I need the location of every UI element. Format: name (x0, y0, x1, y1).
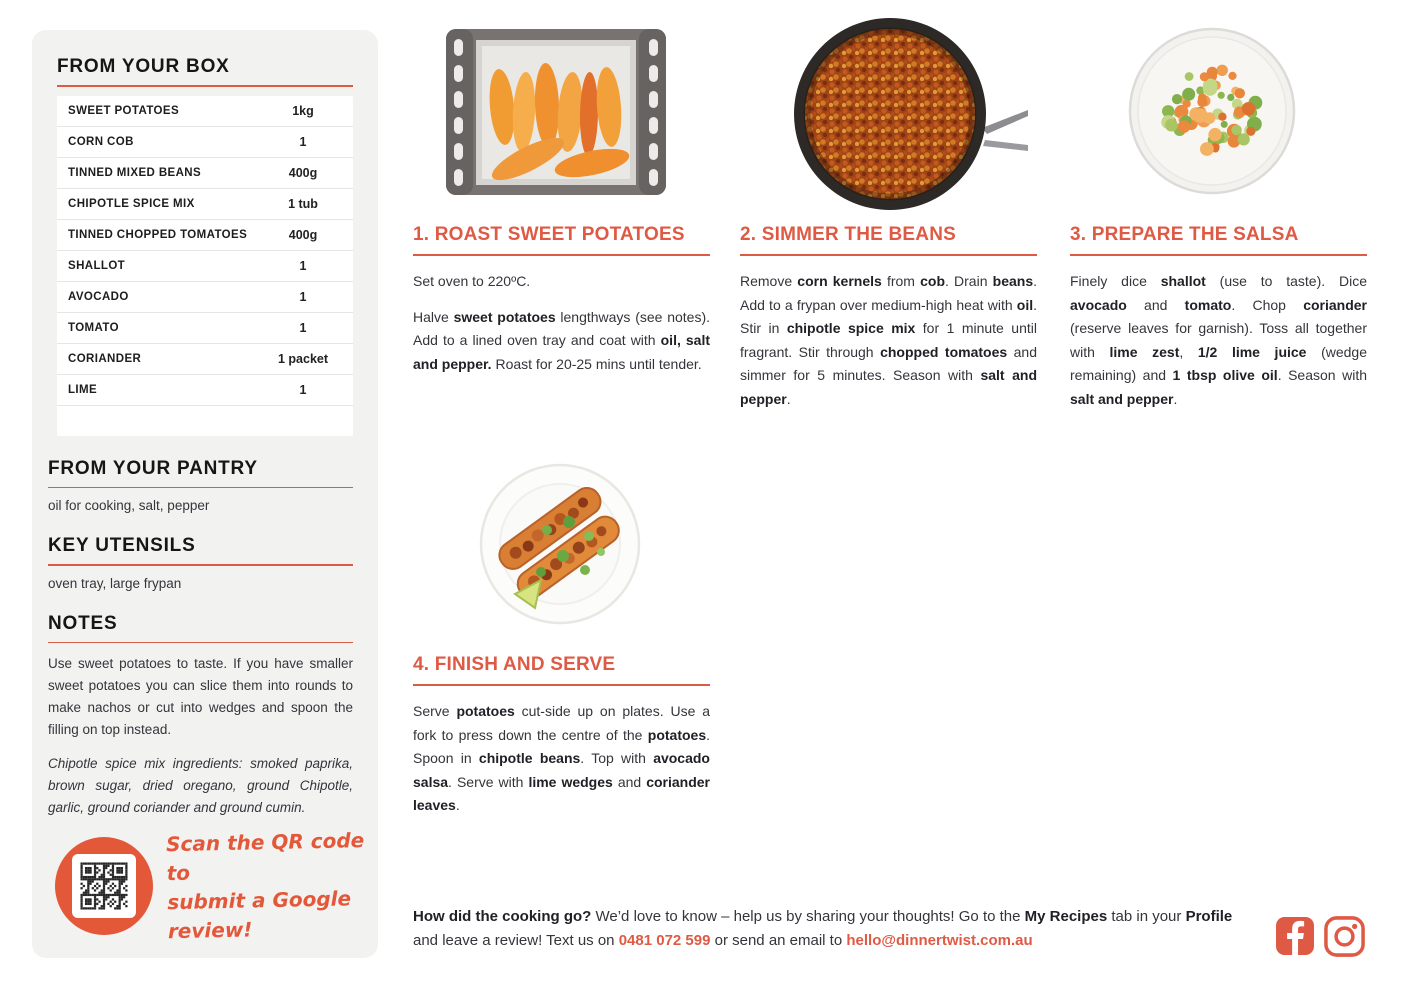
step2-photo-frypan (790, 16, 1028, 212)
text-segment: Roast for 20-25 mins until tender. (491, 355, 702, 372)
table-row (57, 220, 353, 251)
text-segment: (wedge remaining) and (1070, 343, 1367, 383)
footer-feedback-text (413, 905, 1261, 953)
from-your-box-title: FROM YOUR BOX (57, 56, 230, 77)
divider (740, 254, 1037, 256)
text-segment: How did the cooking go? (413, 908, 592, 925)
text-segment: coriander (1303, 296, 1368, 313)
step3-photo-salsa-bowl (1128, 26, 1296, 196)
step4-block (413, 654, 710, 818)
text-segment: and leave a review! Text us on (413, 932, 619, 949)
text-segment: (reserve leaves for garnish). Toss all together with (1070, 320, 1367, 360)
sidebar-card (32, 30, 378, 958)
text-segment: . Serve with (448, 773, 529, 790)
ingredient-quantity: 1 (299, 320, 307, 335)
ingredient-name: SHALLOT (68, 259, 126, 272)
ingredient-quantity: 1kg (292, 103, 314, 118)
text-segment: lime wedges (528, 773, 613, 790)
table-row (57, 344, 353, 375)
step4-title: 4. FINISH AND SERVE (413, 654, 616, 675)
text-segment: . (1173, 390, 1178, 407)
ingredient-name: CORN COB (68, 135, 134, 148)
text-segment: chipotle spice mix (786, 320, 916, 336)
divider (57, 85, 353, 87)
text-segment: . Spoon in (413, 726, 710, 766)
text-segment: oil (1016, 296, 1034, 313)
text-segment: Finely dice (1070, 273, 1161, 289)
qr-code-icon (72, 854, 136, 918)
table-row (57, 251, 353, 282)
ingredient-name: TINNED MIXED BEANS (68, 166, 202, 179)
text-segment: . (786, 390, 791, 407)
text-segment: Set oven to 220ºC. (413, 273, 531, 289)
step1-paragraph (413, 270, 710, 294)
text-segment: and (1126, 296, 1185, 313)
table-row (57, 282, 353, 313)
ingredient-quantity: 1 (299, 134, 307, 149)
text-segment: We’d love to know – help us by sharing your thoughts! Go to the (591, 908, 1025, 925)
text-segment: chipotle beans (478, 750, 581, 766)
text-segment: Serve (413, 703, 457, 719)
text-segment: My Recipes (1024, 908, 1108, 925)
step4-paragraph (413, 700, 710, 818)
text-segment: shallot (1160, 273, 1206, 289)
ingredient-quantity: 400g (288, 227, 318, 242)
text-segment: Remove (740, 273, 798, 289)
text-segment: . Stir in (740, 296, 1037, 336)
text-segment: lengthways (see notes). Add to a lined oven tray and coat with (413, 308, 711, 348)
utensils-title: KEY UTENSILS (48, 535, 196, 556)
pantry-section (48, 458, 353, 514)
step4-photo-plated-dish (477, 452, 643, 632)
text-segment: cut-side up on plates. Use a fork to press down the centre of the (413, 703, 711, 743)
text-segment: and (612, 773, 647, 790)
text-segment: tab in your (1107, 908, 1186, 925)
text-segment: , (1179, 343, 1198, 360)
text-segment: coriander leaves (413, 773, 710, 813)
ingredient-quantity: 1 tub (288, 196, 318, 211)
notes-section (48, 613, 353, 820)
ingredient-name: TOMATO (68, 321, 119, 334)
table-row (57, 189, 353, 220)
text-segment: . (455, 797, 460, 813)
step2-title: 2. SIMMER THE BEANS (740, 224, 956, 245)
step1-paragraph (413, 306, 710, 377)
ingredient-quantity: 400g (288, 165, 318, 180)
text-segment: sweet potatoes (453, 308, 556, 325)
text-segment: potatoes (647, 726, 707, 743)
utensils-section (48, 535, 353, 591)
utensils-text: oven tray, large frypan (48, 575, 182, 591)
ingredient-quantity: 1 (299, 258, 307, 273)
text-segment: from (881, 273, 921, 289)
box-items-table (57, 96, 353, 436)
ingredient-name: SWEET POTATOES (68, 104, 180, 117)
text-segment: oil, salt and pepper. (413, 332, 710, 372)
text-segment: for 1 minute until fragrant. Stir through (740, 320, 1037, 360)
instagram-icon[interactable] (1323, 915, 1366, 958)
text-segment: Profile (1185, 908, 1233, 925)
divider (413, 684, 710, 686)
ingredient-name: CORIANDER (68, 352, 142, 365)
text-segment: chopped tomatoes (880, 343, 1008, 360)
text-segment: avocado (1070, 296, 1127, 313)
table-row (57, 158, 353, 189)
step1-photo-oven-tray (440, 27, 672, 197)
text-segment: Halve (413, 308, 454, 325)
ingredient-quantity: 1 (299, 289, 307, 304)
text-segment: 0481 072 599 (618, 932, 711, 949)
text-segment: . Add to a frypan over medium-high heat with (740, 273, 1037, 313)
table-row (57, 127, 353, 158)
text-segment: potatoes (456, 703, 515, 719)
text-segment: beans (992, 273, 1034, 289)
divider (48, 564, 353, 566)
table-row (57, 375, 353, 406)
divider (48, 487, 353, 489)
table-row (57, 313, 353, 344)
step2-block (740, 224, 1037, 411)
text-segment: . Drain (945, 273, 993, 289)
text-segment: . Season with (1277, 367, 1367, 383)
facebook-icon[interactable] (1276, 917, 1314, 955)
review-caption: Scan the QR code to submit a Google review! (165, 828, 365, 944)
table-row (57, 96, 353, 127)
text-segment: 1 tbsp olive oil (1172, 367, 1278, 383)
step1-block (413, 224, 710, 376)
ingredient-name: TINNED CHOPPED TOMATOES (68, 228, 248, 241)
step3-block (1070, 224, 1367, 411)
ingredient-name: CHIPOTLE SPICE MIX (68, 197, 195, 210)
notes-title: NOTES (48, 612, 118, 634)
ingredient-name: LIME (68, 383, 98, 396)
text-segment: 1/2 lime juice (1197, 343, 1307, 360)
notes-spice-ingredients: Chipotle spice mix ingredients: smoked paprika, brown sugar, dried oregano, ground Chipotle, garlic, ground coriander and ground cumin. (48, 756, 353, 815)
text-segment: avocado salsa (413, 750, 710, 790)
text-segment: corn kernels (797, 273, 882, 289)
text-segment: salt and pepper (1070, 390, 1174, 407)
text-segment: (use to taste). Dice (1205, 273, 1367, 289)
step1-title: 1. ROAST SWEET POTATOES (413, 224, 685, 245)
text-segment: cob (920, 273, 945, 289)
ingredient-quantity: 1 packet (277, 351, 329, 366)
notes-paragraph: Use sweet potatoes to taste. If you have smaller sweet potatoes you can slice them into rounds to make nachos or cut into wedges and spoon the filling on top instead. (48, 656, 353, 737)
qr-circle[interactable] (55, 837, 153, 935)
divider (413, 254, 710, 256)
text-segment: . Chop (1231, 296, 1304, 313)
google-review-callout (55, 828, 378, 944)
text-segment: and simmer for 5 minutes. Season with (740, 343, 1038, 383)
step3-paragraph (1070, 270, 1367, 411)
ingredient-quantity: 1 (299, 382, 307, 397)
text-segment: or send an email to (710, 932, 847, 949)
text-segment: salt and pepper (740, 367, 1037, 407)
text-segment: . Top with (580, 750, 654, 766)
pantry-title: FROM YOUR PANTRY (48, 457, 258, 479)
ingredient-name: AVOCADO (68, 290, 129, 303)
pantry-text: oil for cooking, salt, pepper (48, 498, 210, 513)
text-segment: tomato (1184, 296, 1232, 313)
step3-title: 3. PREPARE THE SALSA (1070, 224, 1299, 245)
divider (1070, 254, 1367, 256)
divider (48, 642, 353, 644)
text-segment: lime zest (1109, 343, 1180, 360)
step2-paragraph (740, 270, 1037, 411)
text-segment: hello@dinnertwist.com.au (846, 932, 1033, 949)
